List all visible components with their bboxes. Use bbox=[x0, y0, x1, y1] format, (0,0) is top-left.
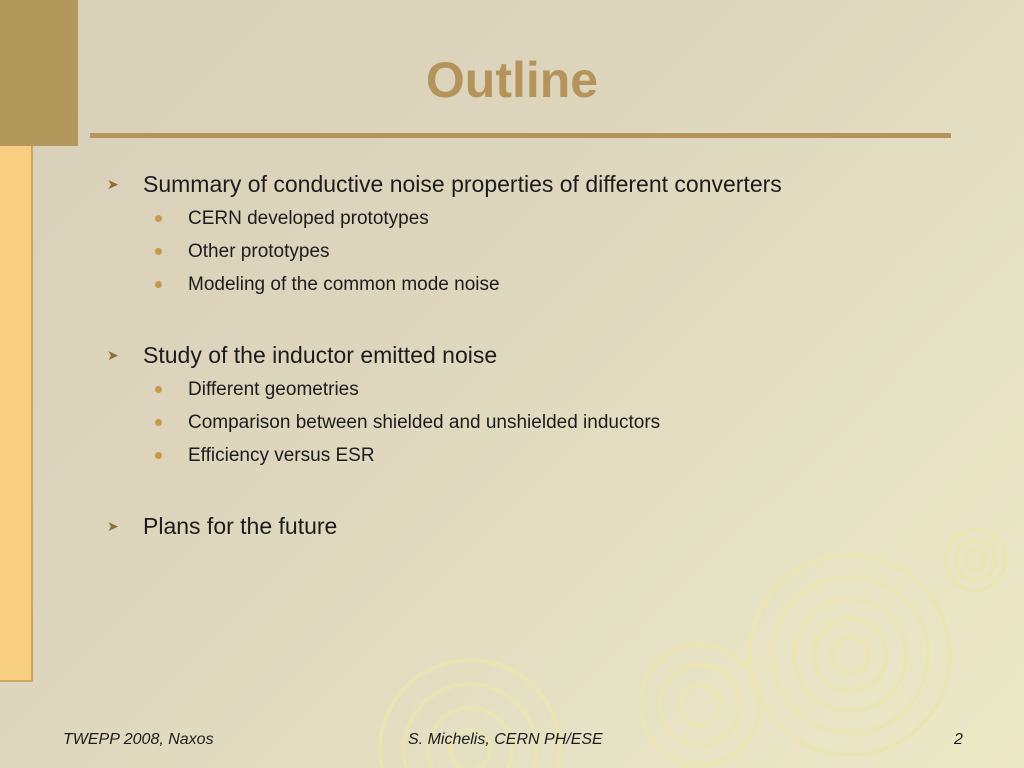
slide-title: Outline bbox=[425, 52, 599, 108]
sub-item-label: CERN developed prototypes bbox=[188, 208, 429, 229]
outline-item-label: Summary of conductive noise properties of different converters bbox=[143, 171, 782, 197]
arrow-bullet-icon: ➤ bbox=[107, 176, 119, 192]
side-bar bbox=[0, 146, 33, 682]
footer-event: TWEPP 2008, Naxos bbox=[63, 731, 214, 748]
spacer bbox=[107, 301, 987, 337]
sub-item bbox=[107, 406, 987, 439]
dot-bullet-icon bbox=[155, 281, 162, 288]
footer-author: S. Michelis, CERN PH/ESE bbox=[408, 731, 603, 748]
arrow-bullet-icon: ➤ bbox=[107, 518, 119, 534]
dot-bullet-icon bbox=[155, 419, 162, 426]
outline-item-label: Study of the inductor emitted noise bbox=[143, 342, 498, 368]
dot-bullet-icon bbox=[155, 386, 162, 393]
sub-item bbox=[107, 235, 987, 268]
arrow-bullet-icon: ➤ bbox=[107, 347, 119, 363]
dot-bullet-icon bbox=[155, 452, 162, 459]
sub-item-label: Efficiency versus ESR bbox=[188, 445, 375, 466]
dot-bullet-icon bbox=[155, 248, 162, 255]
dot-bullet-icon bbox=[155, 215, 162, 222]
sub-item bbox=[107, 439, 987, 472]
sub-item-label: Different geometries bbox=[188, 379, 359, 400]
outline-item bbox=[107, 166, 987, 202]
outline-item bbox=[107, 508, 987, 544]
outline-list bbox=[107, 166, 987, 544]
spacer bbox=[107, 472, 987, 508]
page-number: 2 bbox=[954, 731, 963, 748]
outline-item bbox=[107, 337, 987, 373]
sub-item-label: Other prototypes bbox=[188, 241, 330, 262]
sub-item-label: Comparison between shielded and unshielded inductors bbox=[188, 412, 661, 433]
outline-item-label: Plans for the future bbox=[143, 513, 338, 539]
sub-item-label: Modeling of the common mode noise bbox=[188, 274, 500, 295]
sub-item bbox=[107, 202, 987, 235]
sub-item bbox=[107, 268, 987, 301]
title-rule bbox=[90, 133, 951, 138]
sub-item bbox=[107, 373, 987, 406]
